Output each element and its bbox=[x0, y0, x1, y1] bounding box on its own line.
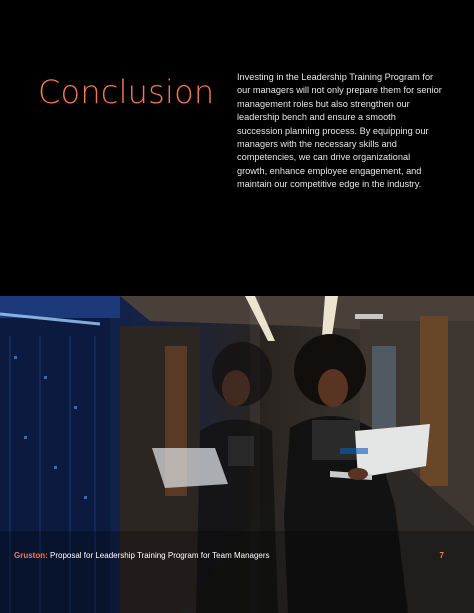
footer-proposal-title: Proposal for Leadership Training Program for Team Managers bbox=[47, 551, 270, 560]
footer-doc-title bbox=[14, 551, 270, 560]
footer-brand: Gruston: bbox=[14, 551, 48, 560]
conclusion-paragraph: Investing in the Leadership Training Program for our managers will not only prepare them for senior management roles but also strengthen our leadership bench and ensure a smooth succession planning process. By equipping our managers with the necessary skills and competencies, we can drive organizational growth, enhance employee engagement, and maintain our competitive edge in the industry. bbox=[237, 72, 442, 190]
page-footer bbox=[14, 551, 460, 560]
page-number: 7 bbox=[439, 551, 444, 560]
page-title: Conclusion bbox=[38, 73, 215, 111]
photo-illustration bbox=[0, 296, 474, 613]
office-photo bbox=[0, 296, 474, 613]
